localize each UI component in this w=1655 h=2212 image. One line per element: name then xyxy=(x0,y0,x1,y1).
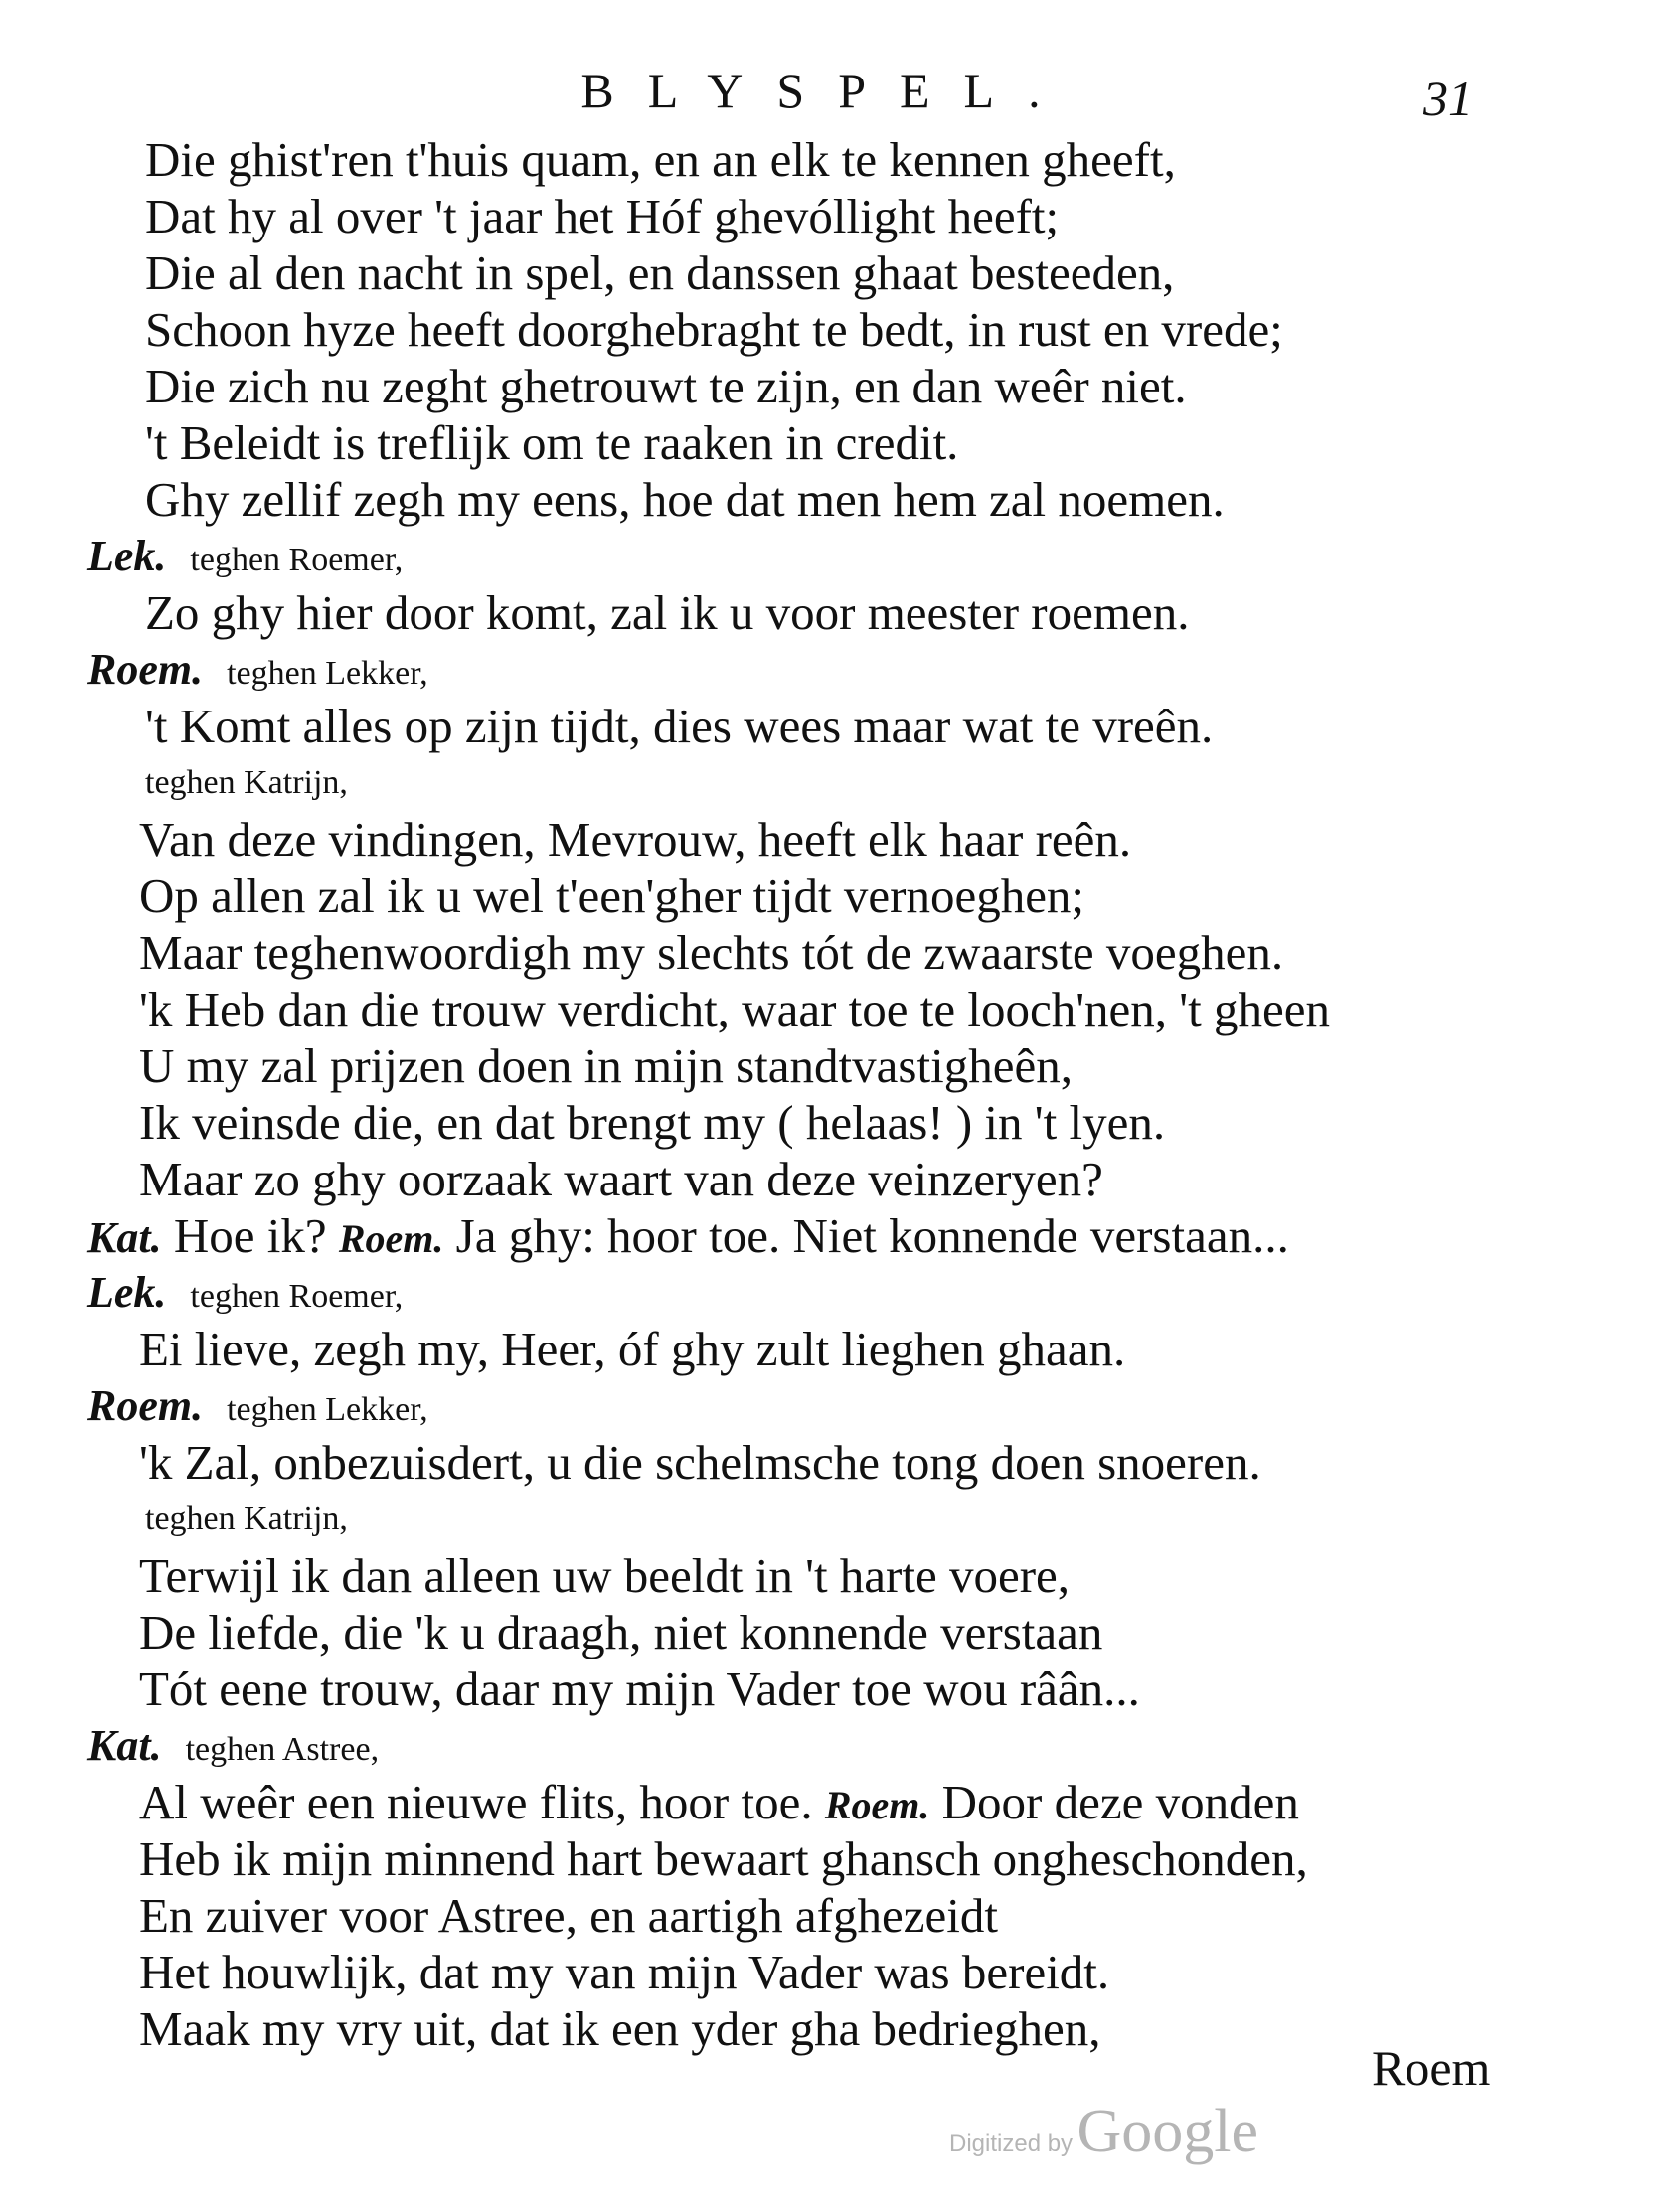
verse-line: Zo ghy hier door komt, zal ik u voor meester roemen. xyxy=(145,585,1190,640)
stage-direction: teghen Roemer, xyxy=(190,542,404,578)
speaker-heading xyxy=(0,528,1655,584)
verse-line: 't Beleidt is treflijk om te raaken in credit. xyxy=(145,415,959,470)
speaker-name: Kat. xyxy=(87,1721,162,1770)
verse-line: Ei lieve, zegh my, Heer, óf ghy zult lieghen ghaan. xyxy=(139,1322,1126,1376)
page-number: 31 xyxy=(1423,71,1473,126)
catchword: Roem xyxy=(1372,2040,1491,2096)
dialogue-line xyxy=(0,1207,1655,1264)
dialogue-text: Hoe ik? xyxy=(173,1208,327,1263)
stage-direction: teghen Lekker, xyxy=(227,1391,428,1428)
dialogue-text: Door deze vonden xyxy=(941,1775,1299,1829)
verse-line: Maar zo ghy oorzaak waart van deze veinzeryen? xyxy=(139,1152,1103,1206)
verse-line: Maak my vry uit, dat ik een yder gha bedrieghen, xyxy=(139,2001,1101,2056)
speaker-heading xyxy=(0,1264,1655,1321)
verse-line: Ik veinsde die, en dat brengt my ( helaas! ) in 't lyen. xyxy=(139,1095,1166,1150)
verse-line: Terwijl ik dan alleen uw beeldt in 't harte voere, xyxy=(139,1548,1071,1603)
dialogue-text: Al weêr een nieuwe flits, hoor toe. xyxy=(139,1775,813,1829)
dialogue-text: Ja ghy: hoor toe. Niet konnende verstaan... xyxy=(455,1208,1289,1263)
verse-line: Heb ik mijn minnend hart bewaart ghansch ongheschonden, xyxy=(139,1831,1308,1886)
verse-line: Die zich nu zeght ghetrouwt te zijn, en dan weêr niet. xyxy=(145,359,1187,413)
speaker-heading xyxy=(0,1377,1655,1434)
verse-line: Het houwlijk, dat my van mijn Vader was bereidt. xyxy=(139,1945,1110,1999)
speaker-name: Roem. xyxy=(87,645,204,694)
stage-direction: teghen Roemer, xyxy=(190,1278,404,1315)
stage-direction: teghen Katrijn, xyxy=(145,764,348,801)
stage-direction: teghen Katrijn, xyxy=(145,1501,348,1537)
speaker-name: Kat. xyxy=(87,1213,162,1262)
verse-line: U my zal prijzen doen in mijn standtvastigheên, xyxy=(139,1038,1073,1093)
verse-line: Die ghist'ren t'huis quam, en an elk te kennen gheeft, xyxy=(145,132,1176,187)
speaker-name: Lek. xyxy=(87,532,167,580)
verse-line: 'k Zal, onbezuisdert, u die schelmsche tong doen snoeren. xyxy=(139,1435,1261,1490)
verse-line: En zuiver voor Astree, en aartigh afghezeidt xyxy=(139,1888,998,1943)
speaker-name: Roem. xyxy=(87,1381,204,1430)
verse-line: Van deze vindingen, Mevrouw, heeft elk haar reên. xyxy=(139,812,1132,867)
google-logo: Google xyxy=(1076,2098,1259,2165)
speaker-heading xyxy=(0,1717,1655,1774)
speaker-name: Roem. xyxy=(824,1783,930,1827)
page-body xyxy=(0,131,1655,2057)
running-title: BLYSPEL. xyxy=(580,63,1075,118)
speaker-name: Roem. xyxy=(338,1216,444,1261)
dialogue-line xyxy=(0,1774,1655,1830)
verse-line: 't Komt alles op zijn tijdt, dies wees maar wat te vreên. xyxy=(145,699,1214,753)
digitized-label: Digitized by xyxy=(949,2131,1074,2157)
digitized-watermark xyxy=(949,2097,1258,2167)
verse-line: Schoon hyze heeft doorghebraght te bedt, in rust en vrede; xyxy=(145,302,1283,357)
stage-direction: teghen Lekker, xyxy=(227,655,428,692)
stage-direction: teghen Astree, xyxy=(185,1731,380,1768)
speaker-name: Lek. xyxy=(87,1268,167,1317)
verse-line: Tót eene trouw, daar my mijn Vader toe wou râân... xyxy=(139,1661,1140,1716)
verse-line: De liefde, die 'k u draagh, niet konnende verstaan xyxy=(139,1605,1103,1659)
verse-line: Die al den nacht in spel, en danssen ghaat besteeden, xyxy=(145,245,1175,300)
verse-line: Maar teghenwoordigh my slechts tót de zwaarste voeghen. xyxy=(139,925,1284,980)
speaker-heading xyxy=(0,641,1655,698)
verse-line: Op allen zal ik u wel t'een'gher tijdt vernoeghen; xyxy=(139,869,1085,923)
verse-line: Dat hy al over 't jaar het Hóf ghevóllight heeft; xyxy=(145,189,1060,243)
verse-line: Ghy zellif zegh my eens, hoe dat men hem zal noemen. xyxy=(145,472,1225,527)
verse-line: 'k Heb dan die trouw verdicht, waar toe te looch'nen, 't gheen xyxy=(139,982,1330,1036)
